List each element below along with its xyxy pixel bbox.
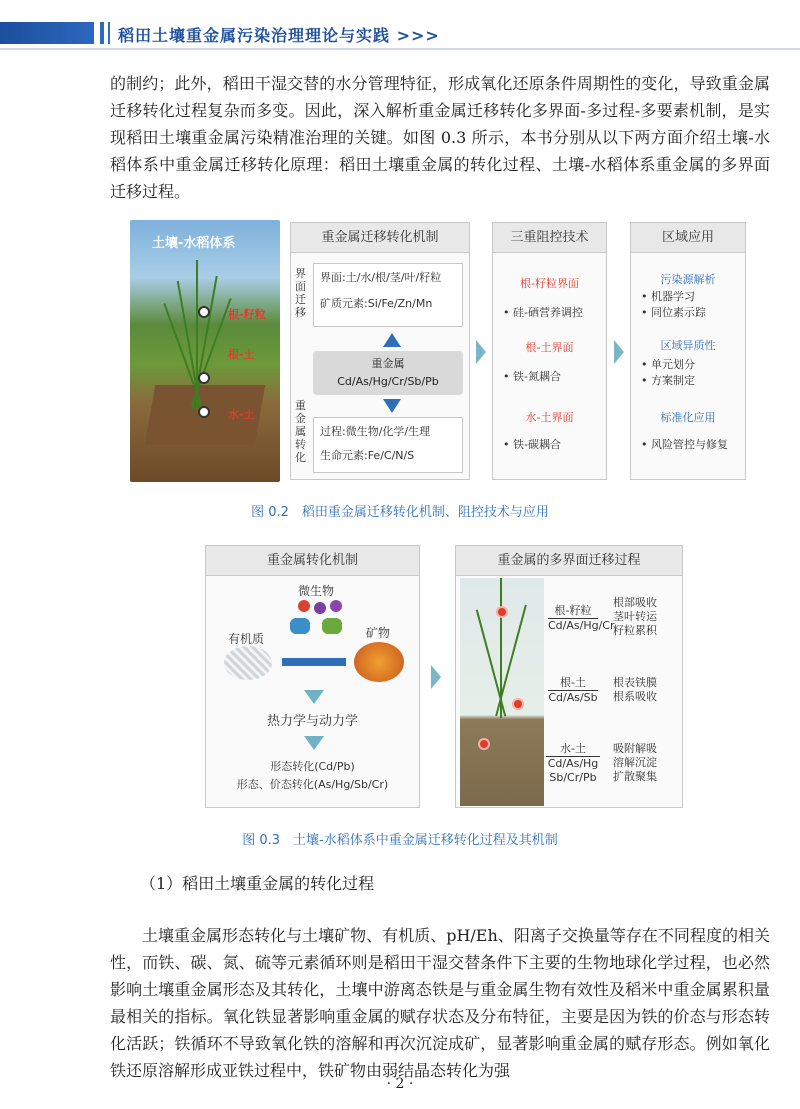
app-title: 区域应用 xyxy=(631,223,745,253)
mineral-element-line: 矿质元素:Si/Fe/Zn/Mn xyxy=(320,297,433,310)
thermo-label: 热力学与动力学 xyxy=(266,714,358,729)
arrow-down-icon xyxy=(383,399,401,413)
arrow-down-icon xyxy=(304,736,324,750)
mechanism-panel xyxy=(290,222,470,480)
body-paragraph: 的制约；此外，稻田干湿交替的水分管理特征，形成氧化还原条件周期性的变化，导致重金属迁移转化过程复杂而多变。因此，深入解析重金属迁移转化多界面-多过程-多要素机制，是实现稻田土壤重金属污染精准治理的关键。如图 0.3 所示，本书分别从以下两方面介绍土壤-水稻体系中重金属迁移转化原理：稻田土壤重金属的转化过程、土壤-水稻体系重金属的多界面迁移过程。 xyxy=(110,74,770,201)
microbe-icon xyxy=(314,602,326,614)
chevron-right-icon xyxy=(614,340,624,364)
app-sub-standard: 标准化应用 xyxy=(660,411,716,424)
control-tech-panel xyxy=(492,222,607,480)
interface-dot-root-grain xyxy=(496,606,508,618)
side-label-interface: 界面迁移 xyxy=(295,267,306,319)
app-item: • 方案制定 xyxy=(641,374,695,387)
heavy-metal-box xyxy=(313,351,463,395)
tech-item: • 硅-硒营养调控 xyxy=(503,306,583,319)
transformation-title: 重金属转化机制 xyxy=(206,546,419,576)
callout-title: 根-籽粒 xyxy=(548,604,598,619)
organic-label: 有机质 xyxy=(228,632,265,646)
app-item-label: 机器学习 xyxy=(651,290,695,303)
callout-metals: Cd/As/Sb xyxy=(548,691,598,704)
tech-title: 三重阻控技术 xyxy=(493,223,606,253)
heavy-metal-list: Cd/As/Hg/Cr/Sb/Pb xyxy=(337,375,439,388)
callout-desc: 根表铁膜 根系吸收 xyxy=(613,676,657,703)
app-item-label: 方案制定 xyxy=(651,374,695,387)
multi-interface-title: 重金属的多界面迁移过程 xyxy=(456,546,682,576)
multi-interface-panel xyxy=(455,545,683,808)
tech-item-label: 硅-硒营养调控 xyxy=(513,306,583,319)
form-transform-2: 形态、价态转化(As/Hg/Sb/Cr) xyxy=(236,778,389,791)
page-header xyxy=(0,0,800,60)
water-soil-marker xyxy=(198,406,210,418)
figure-0-2 xyxy=(130,220,750,490)
callout-root-grain xyxy=(548,604,615,633)
tech-sub-root-grain: 根-籽粒界面 xyxy=(520,277,579,290)
body-paragraph: 土壤重金属形态转化与土壤矿物、有机质、pH/Eh、阳离子交换量等存在不同程度的相关性，而铁、碳、氮、硫等元素循环则是稻田干湿交替条件下主要的生物地球化学过程，也必然影响土壤重金属形态及其转化，土壤中游离态铁是与重金属生物有效性及稻米中重金属累积量最相关的指标。氧化铁显著影响重金属的赋存状态及分布特征，主要是因为铁的价态与形态转化活跃；铁循环不导致氧化铁的溶解和再次沉淀成矿，显著影响重金属的赋存形态。例如氧化铁还原溶解形成亚铁过程中，铁矿物由弱结晶态转化为强 xyxy=(110,926,770,1080)
callout-metals: Cd/As/Hg/Cr xyxy=(548,619,615,632)
heavy-metal-label: 重金属 xyxy=(371,357,405,370)
root-soil-marker xyxy=(198,372,210,384)
interface-dot-water-soil xyxy=(478,738,490,750)
regional-app-panel xyxy=(630,222,746,480)
callout-desc: 吸附解吸 溶解沉淀 扩散聚集 xyxy=(613,742,657,783)
tech-item-label: 铁-氮耦合 xyxy=(513,370,561,383)
side-label-transform: 重金属转化 xyxy=(295,399,306,464)
callout-title: 水-土 xyxy=(546,742,600,757)
tech-item-label: 铁-碳耦合 xyxy=(513,438,561,451)
soil-system-title: 土壤-水稻体系 xyxy=(152,236,236,251)
section-heading: （1）稻田土壤重金属的转化过程 xyxy=(140,874,375,893)
app-sub-heterogeneity: 区域异质性 xyxy=(660,339,716,352)
mineral-icon xyxy=(354,642,404,682)
running-title: 稻田土壤重金属污染治理理论与实践 >>> xyxy=(118,26,440,45)
mechanism-title: 重金属迁移转化机制 xyxy=(291,223,469,253)
microbe-icon xyxy=(330,600,342,612)
tech-sub-root-soil: 根-土界面 xyxy=(525,341,574,354)
tech-item: • 铁-氮耦合 xyxy=(503,370,561,383)
interface-box xyxy=(313,263,463,327)
mineral-label: 矿物 xyxy=(366,626,391,640)
callout-water-soil xyxy=(546,742,600,785)
callout-metals: Cd/As/Hg Sb/Cr/Pb xyxy=(547,757,599,784)
root-grain-marker xyxy=(198,306,210,318)
transformation-box xyxy=(313,417,463,473)
microbe-label: 微生物 xyxy=(298,584,335,598)
exchange-arrow-icon xyxy=(282,658,346,666)
arrow-down-icon xyxy=(304,690,324,704)
process-line: 过程:微生物/化学/生理 xyxy=(320,425,431,438)
interface-line: 界面:土/水/根/茎/叶/籽粒 xyxy=(320,271,442,284)
transformation-mechanism-panel xyxy=(205,545,420,808)
header-stripe xyxy=(94,22,100,44)
life-element-line: 生命元素:Fe/C/N/S xyxy=(320,449,415,462)
callout-title: 根-土 xyxy=(548,676,598,691)
figure-0-2-caption: 图 0.2 稻田重金属迁移转化机制、阻控技术与应用 xyxy=(251,505,549,520)
form-transform-1: 形态转化(Cd/Pb) xyxy=(270,760,355,773)
soil-rice-illustration xyxy=(130,220,280,482)
microbe-cell-icon xyxy=(290,618,310,634)
microbe-cell-icon xyxy=(322,618,342,634)
header-divider xyxy=(0,48,800,50)
app-item-label: 单元划分 xyxy=(651,358,695,371)
tag-root-soil: 根-土 xyxy=(228,348,255,361)
organic-matter-icon xyxy=(224,646,272,680)
callout-desc: 根部吸收 茎叶转运 籽粒累积 xyxy=(613,596,657,637)
app-item-label: 同位素示踪 xyxy=(651,306,706,319)
header-stripe xyxy=(104,22,108,44)
tag-water-soil: 水-土 xyxy=(228,408,255,421)
app-item-label: 风险管控与修复 xyxy=(651,438,728,451)
interface-dot-root-soil xyxy=(512,698,524,710)
tech-sub-water-soil: 水-土界面 xyxy=(525,411,574,424)
microbe-icon xyxy=(298,600,310,612)
chevron-right-icon xyxy=(431,665,441,689)
page-number: · 2 · xyxy=(386,1076,414,1092)
app-item: • 机器学习 xyxy=(641,290,695,303)
app-item: • 同位素示踪 xyxy=(641,306,706,319)
tag-root-grain: 根-籽粒 xyxy=(228,308,266,321)
chevron-right-icon xyxy=(476,340,486,364)
tech-item: • 铁-碳耦合 xyxy=(503,438,561,451)
arrow-up-icon xyxy=(383,333,401,347)
figure-0-3 xyxy=(205,545,685,810)
app-item: • 风险管控与修复 xyxy=(641,438,728,451)
figure-0-3-caption: 图 0.3 土壤-水稻体系中重金属迁移转化过程及其机制 xyxy=(242,833,558,848)
app-sub-source: 污染源解析 xyxy=(660,273,716,286)
callout-root-soil xyxy=(548,676,598,705)
app-item: • 单元划分 xyxy=(641,358,695,371)
rice-plant-icon xyxy=(178,260,218,410)
